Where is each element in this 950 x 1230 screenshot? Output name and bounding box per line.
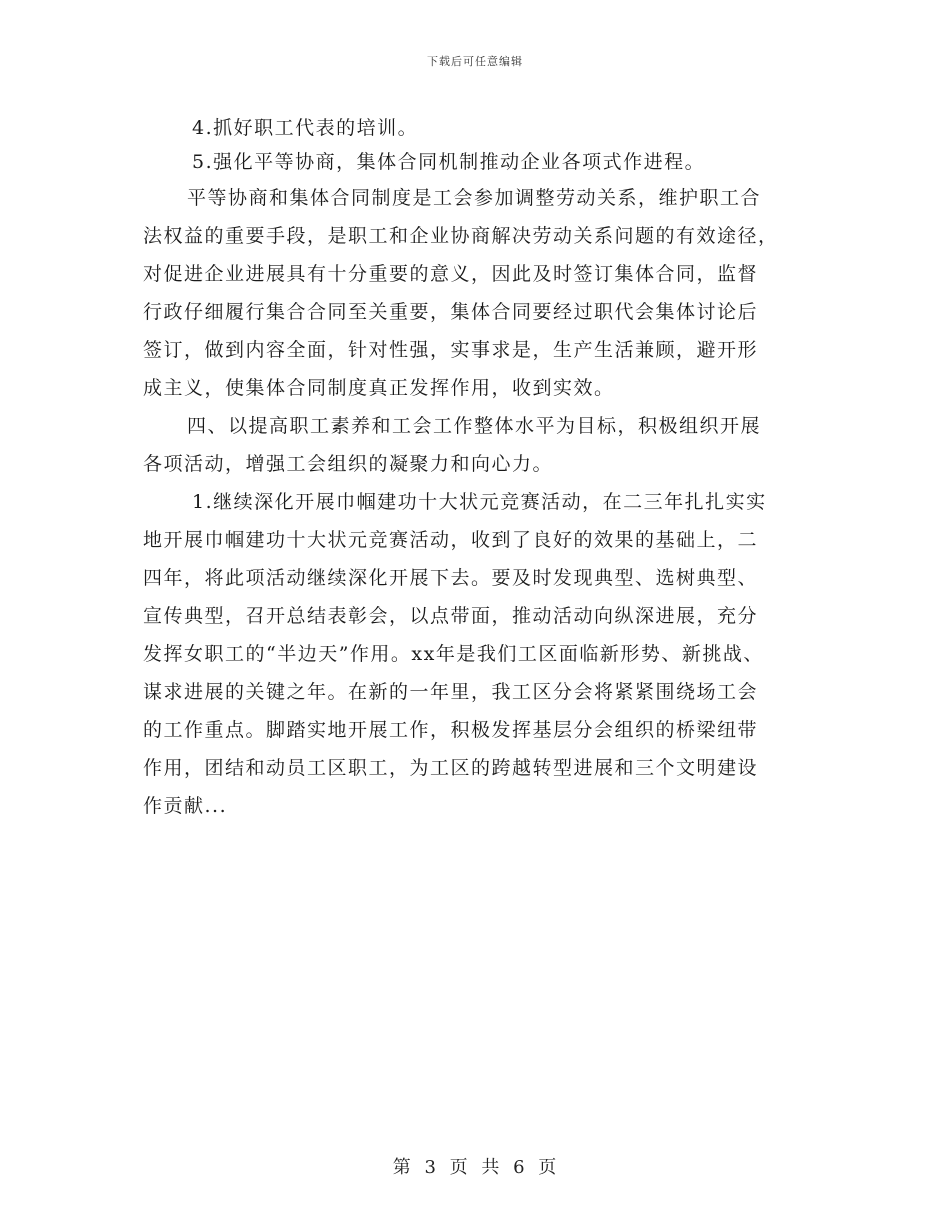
body-line: 地开展巾帼建功十大状元竞赛活动，收到了良好的效果的基础上，二 [143,529,759,551]
body-line: 宣传典型，召开总结表彰会，以点带面，推动活动向纵深进展，充分 [143,605,759,627]
body-line: 5.强化平等协商，集体合同机制推动企业各项式作进程。 [192,151,706,173]
page-number: 第 3 页 共 6 页 [392,1157,558,1178]
body-line: 作用，团结和动员工区职工，为工区的跨越转型进展和三个文明建设 [143,757,759,779]
body-line: 平等协商和集体合同制度是工会参加调整劳动关系，维护职工合 [187,187,762,209]
body-line: 作贡献... [143,795,228,817]
body-line: 法权益的重要手段，是职工和企业协商解决劳动关系问题的有效途径， [143,225,779,247]
body-line: 成主义，使集体合同制度真正发挥作用，收到实效。 [143,377,615,399]
body-line: 发挥女职工的“半边天”作用。xx年是我们工区面临新形势、新挑战、 [143,643,764,665]
body-line: 四年，将此项活动继续深化开展下去。要及时发现典型、选树典型、 [143,567,759,589]
body-line: 各项活动，增强工会组织的凝聚力和向心力。 [143,453,554,475]
body-line: 签订，做到内容全面，针对性强，实事求是，生产生活兼顾，避开形 [143,339,759,361]
body-line: 4.抓好职工代表的培训。 [192,117,419,139]
body-line: 对促进企业进展具有十分重要的意义，因此及时签订集体合同，监督 [143,263,759,285]
body-line: 的工作重点。脚踏实地开展工作，积极发挥基层分会组织的桥梁纽带 [143,719,759,741]
body-line: 谋求进展的关键之年。在新的一年里，我工区分会将紧紧围绕场工会 [143,681,759,703]
body-line: 四、以提高职工素养和工会工作整体水平为目标，积极组织开展 [187,415,762,437]
body-line: 行政仔细履行集合合同至关重要，集体合同要经过职代会集体讨论后 [143,301,759,323]
body-line: 1.继续深化开展巾帼建功十大状元竞赛活动，在二三年扎扎实实 [192,491,767,513]
header-note: 下载后可任意编辑 [427,55,523,68]
